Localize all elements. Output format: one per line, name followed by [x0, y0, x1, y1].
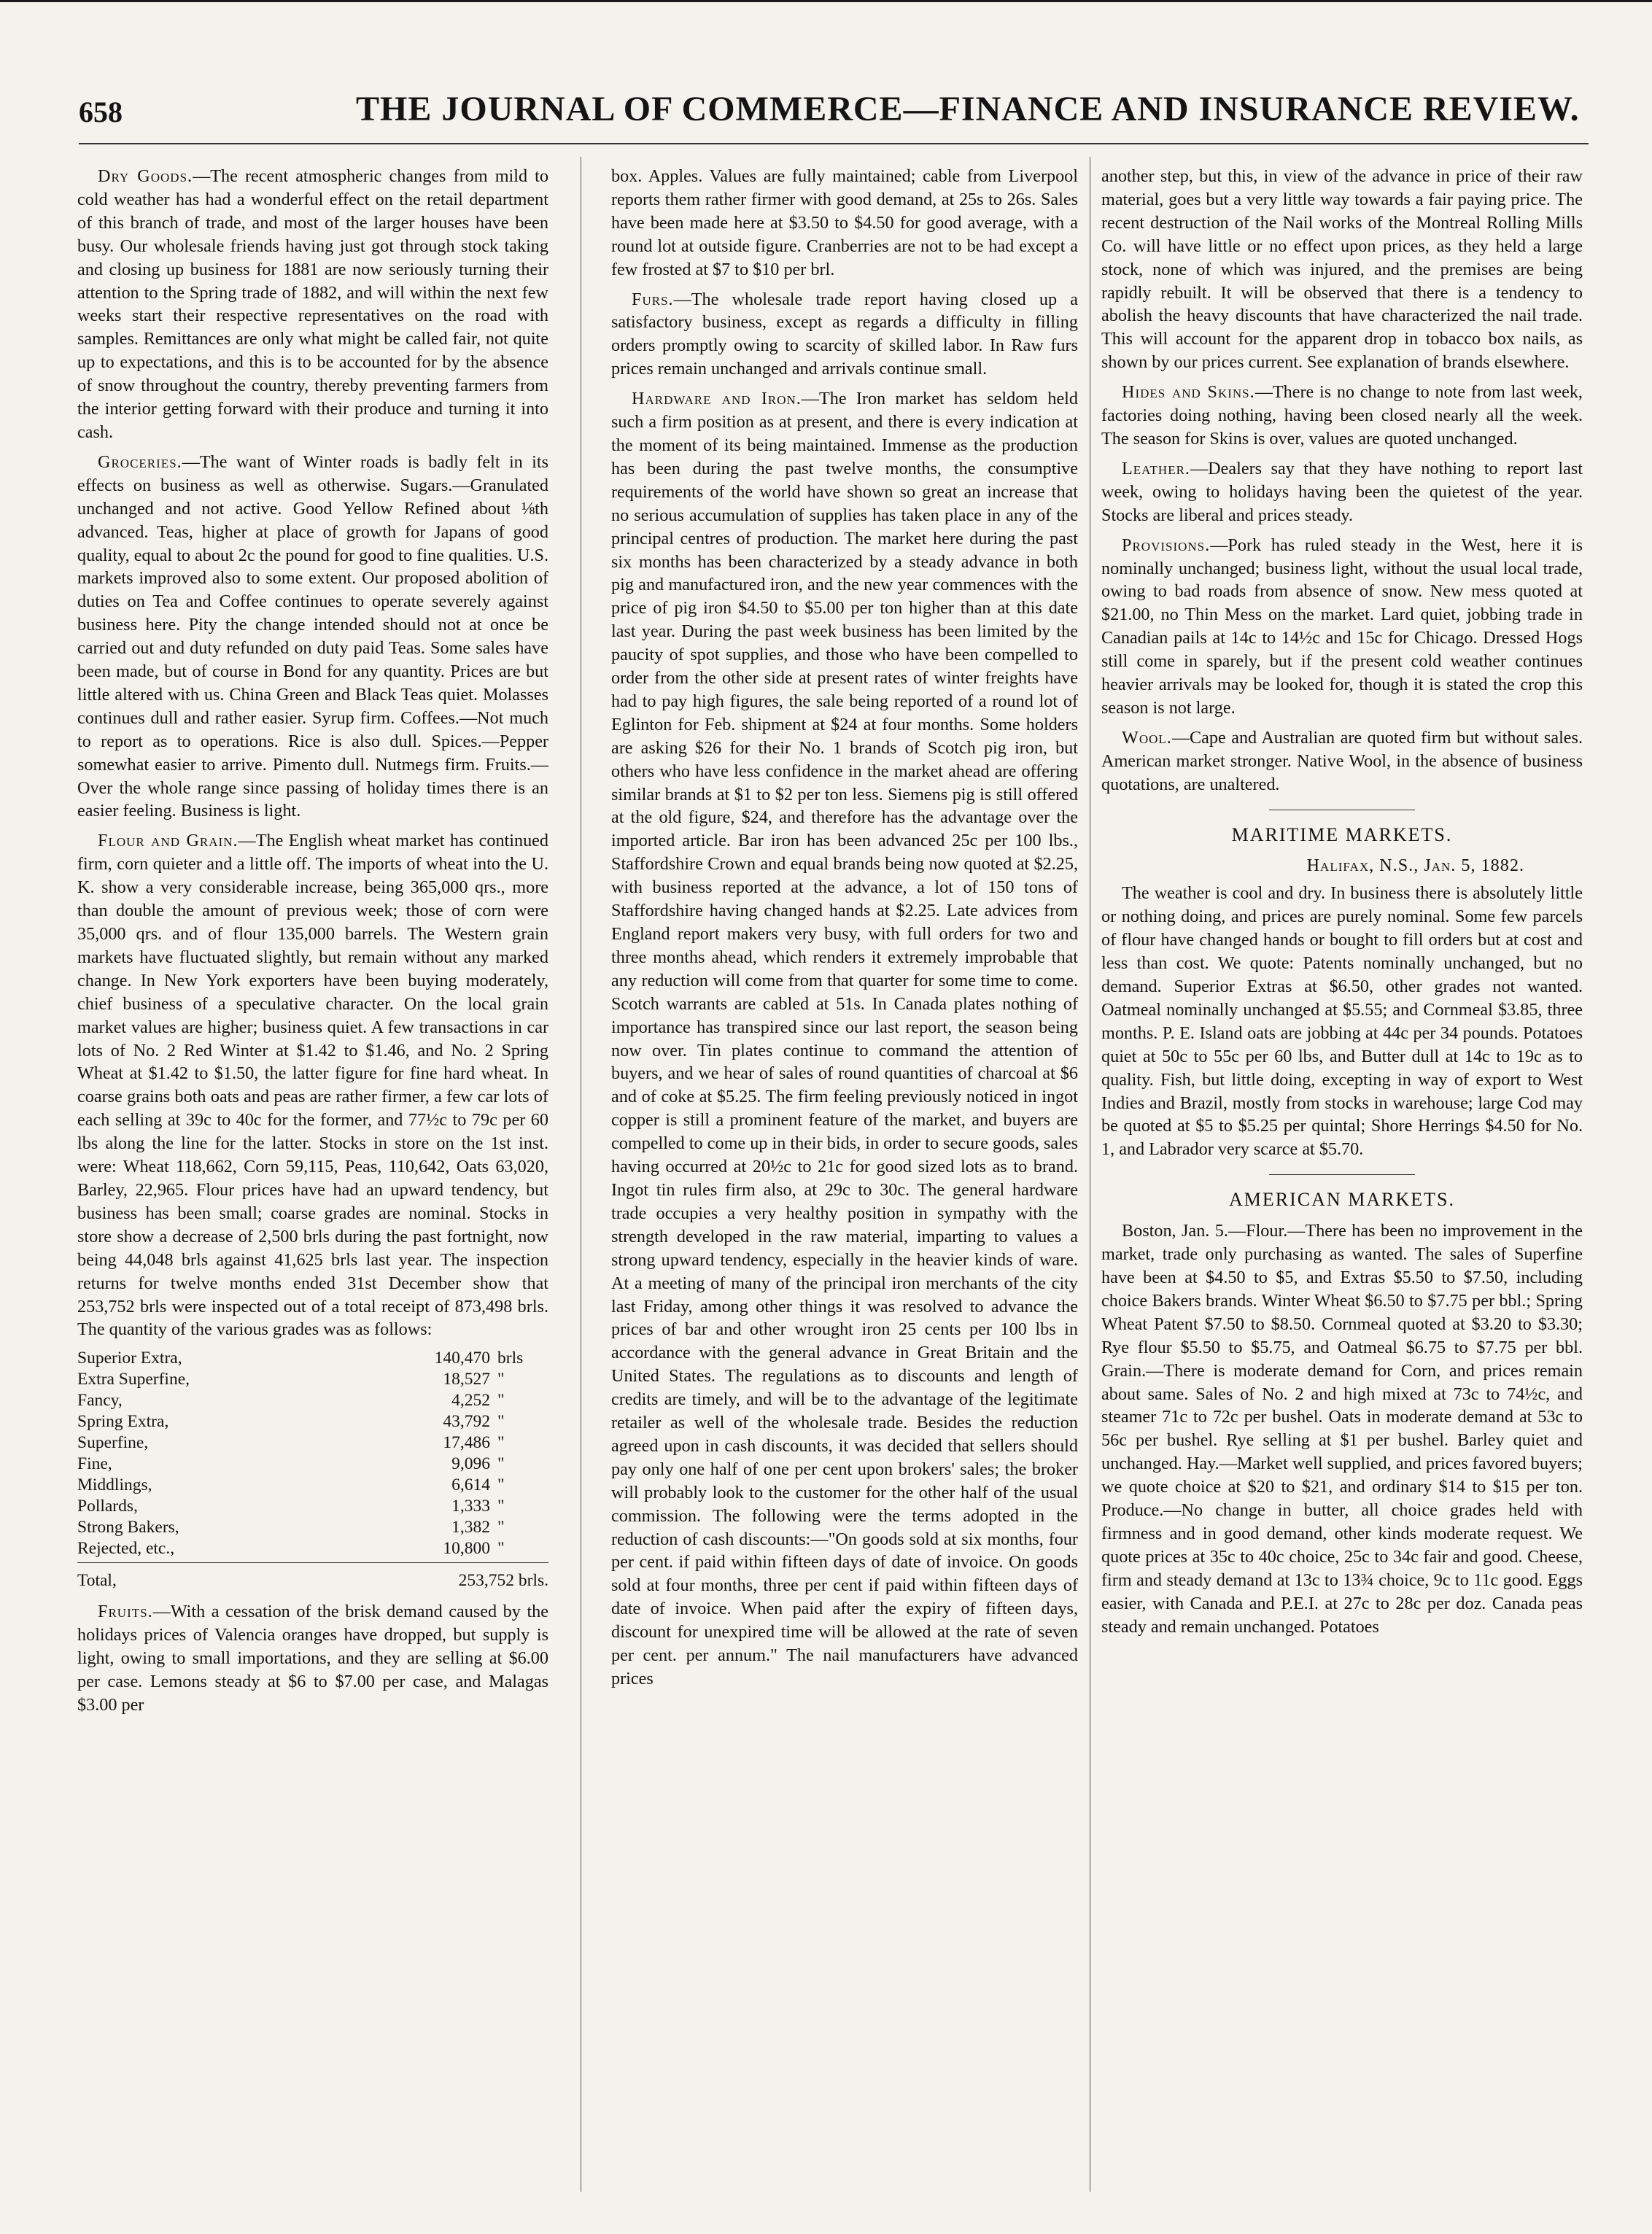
column-3 [1101, 165, 1583, 1645]
grade-name: Rejected, etc., [77, 1539, 175, 1559]
grade-unit: " [497, 1412, 505, 1432]
paragraph-body: —The Iron market has seldom held such a firm position as at present, and there is every indication at the moment of its being maintained. Immense as the production has been during the past twelve months, the consumptive requirements of the world have shown so great an increase that no serious accumulation of supplies has taken place in any of the principal centres of production. The market here during the past six months has been characterized by a steady advance in both pig and manufactured iron, and the new year commences with the price of pig iron $4.50 to $5.00 per ton higher than at this date last year. During the past week business has been limited by the paucity of spot supplies, and those who have been compelled to order from the other side at present rates of winter freights have had to pay high figures, the sale being reported of a round lot of Eglinton for Feb. shipment at $24 at four months. Some holders are asking $26 for their No. 1 brands of Scotch pig iron, but others who have less confidence in the market ahead are offering similar brands at $1 to $2 per ton less. Siemens pig is still offered at the old figure, $24, and therefore has the advantage over the imported article. Bar iron has been advanced 25c per 100 lbs., Staffordshire Crown and equal brands being now quoted at $2.25, with business reported at the advance, a lot of 150 tons of Staffordshire having changed hands at $2.25. Late advices from England report makers very busy, with full orders for two and three months ahead, which renders it extremely improbable that any reduction will come from that quarter for some time to come. Scotch warrants are cabled at 51s. In Canada plates nothing of importance has transpired since our last report, the season being now over. Tin plates continue to command the attention of buyers, and we hear of sales of round quantities of charcoal at $6 and of coke at $5.25. The firm feeling previously noticed in ingot copper is still a prominent feature of the market, and buyers are compelled to come up in their bids, in order to secure goods, sales having occurred at 20½c to 21c for good sized lots as to brand. Ingot tin rules firm also, at 29c to 30c. The general hardware trade occupies a very healthy position in sympathy with the strength developed in the raw material, imparting to values a strong upward tendency, especially in the heavier kinds of ware. At a meeting of many of the principal iron merchants of the city last Friday, among other things it was resolved to advance the prices of bar and other wrought iron 25 cents per 100 lbs in accordance with the general advance in Great Britain and the United States. The regulations as to discounts and length of credits are timely, and will be to the advantage of the legitimate retailer as well of the wholesale trade. Besides the reduction agreed upon in cash discounts, it was decided that sellers should pay only one half of one per cent upon brokers' sales; the broker will probably look to the customer for the other half of the usual commission. The following were the terms adopted in the reduction of cash discounts:—"On goods sold at six months, four per cent. if paid within fifteen days of date of invoice. On goods sold at four months, three per cent if paid within fifteen days of date of invoice. When paid after the expiry of fifteen days, discount for unexpired time will be allowed at the rate of seven per cent. per annum." The nail manufacturers have advanced prices [611, 389, 1078, 1688]
grade-name: Pollards, [77, 1497, 138, 1516]
provisions-paragraph [1101, 534, 1583, 720]
paragraph-body: —There is no change to note from last week, factories doing nothing, having been closed nearly all the week. The season for Skins is over, values are quoted unchanged. [1101, 382, 1583, 449]
american-markets-paragraph [1101, 1219, 1583, 1638]
paragraph-body: Boston, Jan. 5.—Flour.—There has been no improvement in the market, trade only purchasing as wanted. The sales of Superfine have been at $4.50 to $5, and Extras $5.50 to $7.50, including choice Bakers brands. Winter Wheat $6.50 to $7.75 per bbl.; Spring Wheat Patent $7.50 to $8.50. Cornmeal quoted at $3.20 to $3.30; Rye flour $5.50 to $5.75, and Oatmeal $6.75 to $7.75 per bbl. Grain.—There is moderate demand for Corn, and prices remain about same. Sales of No. 2 and high mixed at 73c to 74½c, and steamer 71c to 72c per bushel. Oats in moderate demand at 53c to 56c per bushel. Rye selling at $1 per bushel. Barley quiet and unchanged. Hay.—Market well supplied, and prices favored buyers; we quote choice at $20 to $21, and ordinary $14 to $15 per ton. Produce.—No change in butter, all choice grades held with firmness and in good demand, other kinds moderate request. We quote prices at 35c to 40c choice, 25c to 34c fair and good. Cheese, firm and steady demand at 13c to 13¾ choice, 9c to 11c good. Eggs easier, with Canada and P.E.I. at 27c to 28c per doz. Canada peas steady and remain unchanged. Potatoes [1101, 1221, 1583, 1637]
paragraph-body: box. Apples. Values are fully maintained; cable from Liverpool reports them rather firmer with good demand, at 25s to 26s. Sales have been made here at $3.50 to $4.50 for good average, with a round lot at outside figure. Cranberries are not to be had except a few frosted at $7 to $10 per brl. [611, 166, 1078, 279]
grade-value: 17,486 [443, 1433, 490, 1453]
paragraph-body: —Cape and Australian are quoted firm but without sales. American market stronger. Native Wool, in the absence of business quotations, are unaltered. [1101, 727, 1583, 794]
hides-skins-paragraph [1101, 381, 1583, 451]
paragraph-body: —The want of Winter roads is badly felt in its effects on business as well as otherwise. Sugars.—Granulated unchanged and not active. Good Yellow Refined about ⅛th advanced. Teas, higher at place of growth for Japans of good quality, equal to about 2c the pound for good to fine qualities. U.S. markets improved also to some extent. Our proposed abolition of duties on Tea and Coffee continues to operate severely against business here. Pity the change intended should not at once be carried out and duty refunded on duty paid Teas. Some sales have been made, but of course in Bond for any quantity. Prices are but little altered with us. China Green and Black Teas quiet. Molasses continues dull and rather easier. Syrup firm. Coffees.—Not much to report as to operations. Rice is also dull. Spices.—Pepper somewhat easier to arrive. Pimento dull. Nutmegs firm. Fruits.—Over the whole range since passing of holiday times there is an easier feeling. Business is light. [77, 451, 548, 821]
column-2 [611, 165, 1078, 1697]
grade-name: Fine, [77, 1454, 112, 1474]
header-rule [79, 143, 1589, 144]
maritime-markets-paragraph [1101, 882, 1583, 1161]
maritime-markets-heading [1101, 810, 1583, 848]
grade-value: 6,614 [451, 1475, 490, 1495]
hardware-continued-paragraph [1101, 165, 1583, 374]
grade-name: Spring Extra, [77, 1412, 169, 1432]
section-title: AMERICAN MARKETS. [1229, 1189, 1455, 1211]
grade-unit: " [497, 1539, 505, 1559]
grade-value: 9,096 [451, 1454, 490, 1474]
paragraph-body: —The English wheat market has continued firm, corn quieter and a little off. The imports of wheat into the U. K. show a very considerable increase, being 365,000 qrs., more than double the amount of previous week; those of corn were 35,000 qrs. and of flour 135,000 barrels. The Western grain markets have fluctuated slightly, but remain without any marked change. In New York exporters have been buying moderately, chief business of a speculative character. On the local grain market values are higher; business quiet. A few transactions in car lots of No. 2 Red Winter at $1.42 to $1.46, and No. 2 Spring Wheat at $1.42 to $1.50, the latter figure for fine hard wheat. In coarse grains both oats and peas are rather firmer, a few car lots of each selling at 39c to 40c for the former, and 77½c to 79c per 60 lbs along the line for the latter. Stocks in store on the 1st inst. were: Wheat 118,662, Corn 59,115, Peas, 110,642, Oats 63,020, Barley, 22,965. Flour prices have had an upward tendency, but business has been small; coarse grades are nominal. Stocks in store show a decrease of 2,500 brls during the past fortnight, now being 44,048 brls against 41,625 brls last year. The inspection returns for twelve months ended 31st December show that 253,752 brls were inspected out of a total receipt of 873,498 brls. The quantity of the various grades was as follows: [77, 831, 548, 1340]
section-heading: Flour and Grain. [98, 831, 239, 851]
section-heading: Hardware and Iron. [632, 389, 802, 409]
section-heading: Wool. [1122, 727, 1172, 748]
page-header [79, 89, 1596, 140]
table-row [77, 1475, 548, 1496]
paragraph-body: another step, but this, in view of the advance in price of their raw material, goes but a very little way towards a fair paying price. The recent destruction of the Nail works of the Montreal Rolling Mills Co. will have little or no effect upon prices, as they held a large stock, none of which was injured, and the premises are being rapidly rebuilt. It will be observed that there is a tendency to abolish the heavy discounts that have characterized the nail trade. This will account for the apparent drop in tobacco box nails, as shown by our prices current. See explanation of brands elsewhere. [1101, 166, 1583, 373]
grade-unit: " [497, 1497, 505, 1516]
grade-unit: brls [497, 1349, 524, 1368]
total-row [77, 1570, 548, 1591]
grade-unit: " [497, 1391, 505, 1411]
furs-paragraph [611, 288, 1078, 381]
section-heading: Provisions. [1122, 535, 1211, 555]
total-label: Total, [77, 1571, 117, 1591]
section-heading: Hides and Skins. [1122, 382, 1255, 403]
paragraph-body: —With a cessation of the brisk demand caused by the holidays prices of Valencia oranges have dropped, but supply is light, owing to small importations, and they are selling at $6.00 per case. Lemons steady at $6 to $7.00 per case, and Malagas $3.00 per [77, 1602, 548, 1715]
paragraph-body: —Pork has ruled steady in the West, here it is nominally unchanged; business light, without the usual local trade, owing to bad roads from absence of snow. New mess quoted at $21.00, no Thin Mess on the market. Lard quiet, jobbing trade in Canadian pails at 14c to 14½c and 15c for Chicago. Dressed Hogs still come in sparely, but if the present cold weather continues heavier arrivals may be looked for, though it is stated the crop this season is not large. [1101, 535, 1583, 718]
leather-paragraph [1101, 457, 1583, 527]
top-border [0, 0, 1652, 2]
paragraph-body: —The wholesale trade report having closed up a satisfactory business, except as regards a difficulty in filling orders promptly owing to scarcity of skilled labor. In Raw furs prices remain unchanged and arrivals continue small. [611, 289, 1078, 379]
dateline: Halifax, N.S., Jan. 5, 1882. [1306, 856, 1524, 876]
table-row [77, 1432, 548, 1454]
dry-goods-paragraph [77, 165, 548, 444]
paragraph-body: —The recent atmospheric changes from mild to cold weather has had a wonderful effect on the retail department of this branch of trade, and most of the larger houses have been busy. Our wholesale friends having just got through stock taking and closing up business for 1881 are now seriously turning their attention to the Spring trade of 1882, and will within the next few weeks start their respective representatives on the road with samples. Remittances are only what might be called fair, not quite up to expectations, and this is to be accounted for by the absence of snow throughout the country, thereby preventing farmers from the interior getting forward with their produce and turning it into cash. [77, 166, 548, 442]
fruits-paragraph [77, 1600, 548, 1717]
grade-value: 10,800 [443, 1539, 490, 1559]
grade-value: 1,382 [451, 1518, 490, 1537]
section-heading: Leather. [1122, 458, 1190, 478]
grade-unit: " [497, 1370, 505, 1389]
table-row [77, 1348, 548, 1369]
journal-title: THE JOURNAL OF COMMERCE—FINANCE AND INSURANCE REVIEW. [356, 90, 1580, 128]
grade-name: Middlings, [77, 1475, 152, 1495]
table-row [77, 1390, 548, 1411]
grade-name: Superior Extra, [77, 1349, 182, 1368]
section-heading: Dry Goods. [98, 166, 193, 186]
wool-paragraph [1101, 726, 1583, 796]
grade-name: Strong Bakers, [77, 1518, 179, 1537]
column-1 [77, 165, 548, 1723]
section-heading: Furs. [632, 289, 674, 309]
grade-unit: " [497, 1518, 505, 1537]
section-heading: Groceries. [98, 451, 182, 472]
grade-unit: " [497, 1454, 505, 1474]
american-markets-heading [1101, 1174, 1583, 1212]
table-row [77, 1517, 548, 1538]
grades-table [77, 1348, 548, 1591]
grade-name: Fancy, [77, 1391, 123, 1411]
page-number: 658 [79, 96, 123, 128]
fruits-continued-paragraph [611, 165, 1078, 282]
groceries-paragraph [77, 451, 548, 823]
table-row [77, 1454, 548, 1475]
table-row [77, 1411, 548, 1432]
section-title: MARITIME MARKETS. [1231, 823, 1453, 845]
paragraph-body: —Dealers say that they have nothing to report last week, owing to holidays having been the quietest of the year. Stocks are liberal and prices steady. [1101, 458, 1583, 525]
grade-value: 140,470 [434, 1349, 490, 1368]
grade-name: Superfine, [77, 1433, 149, 1453]
section-heading: Fruits. [98, 1602, 153, 1622]
hardware-iron-paragraph [611, 387, 1078, 1691]
section-rule [1269, 1174, 1415, 1175]
table-row [77, 1496, 548, 1517]
grade-name: Extra Superfine, [77, 1370, 190, 1389]
grade-unit: " [497, 1433, 505, 1453]
grade-value: 1,333 [451, 1497, 490, 1516]
table-row [77, 1369, 548, 1390]
grade-unit: " [497, 1475, 505, 1495]
total-value: 253,752 brls. [458, 1571, 548, 1591]
table-row [77, 1538, 548, 1563]
grade-value: 43,792 [443, 1412, 490, 1432]
flour-grain-paragraph [77, 829, 548, 1341]
grade-value: 4,252 [451, 1391, 490, 1411]
grade-value: 18,527 [443, 1370, 490, 1389]
paragraph-body: The weather is cool and dry. In business there is absolutely little or nothing doing, and prices are purely nominal. Some few parcels of flour have changed hands or bought to fill orders but at cost and less than cost. We quote: Patents nominally unchanged, but no demand. Superior Extras at $6.50, other grades not wanted. Oatmeal nominally unchanged at $5.55; and Cornmeal $3.85, three months. P. E. Island oats are jobbing at 44c per 34 pounds. Potatoes quiet at 50c to 55c per 60 lbs, and Butter dull at 14c to 19c as to quality. Fish, but little doing, excepting in way of export to West Indies and Brazil, mostly from stocks in warehouse; large Cod may be quoted at $5 to $5.25 per quintal; Shore Herrings $4.50 for No. 1, and Labrador very scarce at $5.70. [1101, 883, 1583, 1160]
